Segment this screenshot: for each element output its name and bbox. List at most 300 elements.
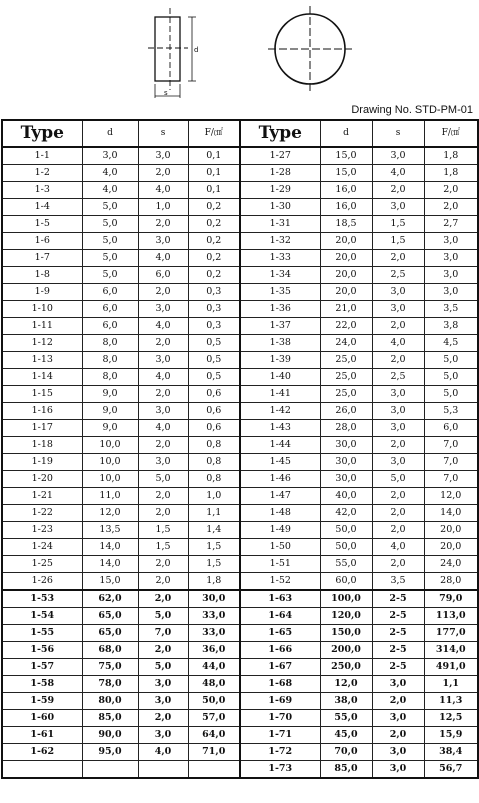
table-cell: 1-3 bbox=[2, 182, 82, 199]
table-cell: 3,5 bbox=[424, 301, 478, 318]
side-view-drawing bbox=[148, 8, 199, 98]
table-cell: 1-4 bbox=[2, 199, 82, 216]
table-cell: 0,1 bbox=[188, 165, 240, 182]
table-cell: 4,0 bbox=[138, 182, 188, 199]
table-cell: 3,0 bbox=[372, 199, 424, 216]
technical-drawings bbox=[0, 0, 479, 98]
table-cell: 1-24 bbox=[2, 539, 82, 556]
table-cell: 40,0 bbox=[320, 488, 372, 505]
table-cell: 2,5 bbox=[372, 267, 424, 284]
table-cell: 71,0 bbox=[188, 744, 240, 761]
table-cell: 50,0 bbox=[320, 539, 372, 556]
table-cell: 28,0 bbox=[424, 573, 478, 591]
table-cell: 1-64 bbox=[240, 608, 320, 625]
table-row bbox=[2, 267, 478, 284]
table-cell: 2,0 bbox=[138, 165, 188, 182]
table-cell: 1-56 bbox=[2, 642, 82, 659]
table-cell: 24,0 bbox=[424, 556, 478, 573]
table-cell: 3,0 bbox=[424, 250, 478, 267]
table-row bbox=[2, 710, 478, 727]
table-cell: 38,4 bbox=[424, 744, 478, 761]
header-f-right: F/㎠ bbox=[424, 120, 478, 147]
table-cell: 0,2 bbox=[188, 233, 240, 250]
table-cell: 1-65 bbox=[240, 625, 320, 642]
table-cell: 2,0 bbox=[372, 437, 424, 454]
table-cell: 3,0 bbox=[372, 710, 424, 727]
table-row bbox=[2, 659, 478, 676]
table-cell: 1-66 bbox=[240, 642, 320, 659]
table-cell: 5,0 bbox=[424, 352, 478, 369]
table-cell: 3,0 bbox=[372, 744, 424, 761]
table-cell: 20,0 bbox=[320, 284, 372, 301]
table-cell: 20,0 bbox=[424, 522, 478, 539]
table-cell: 1-20 bbox=[2, 471, 82, 488]
table-row bbox=[2, 335, 478, 352]
table-cell: 20,0 bbox=[320, 267, 372, 284]
table-row bbox=[2, 471, 478, 488]
table-cell: 62,0 bbox=[82, 590, 138, 608]
table-cell: 12,0 bbox=[82, 505, 138, 522]
table-row bbox=[2, 199, 478, 216]
table-cell: 1-19 bbox=[2, 454, 82, 471]
table-cell: 65,0 bbox=[82, 608, 138, 625]
table-row bbox=[2, 250, 478, 267]
table-cell: 4,0 bbox=[82, 182, 138, 199]
table-row bbox=[2, 233, 478, 250]
table-cell: 1,5 bbox=[372, 216, 424, 233]
table-cell: 3,0 bbox=[372, 147, 424, 165]
table-cell: 38,0 bbox=[320, 693, 372, 710]
table-cell: 1-57 bbox=[2, 659, 82, 676]
table-cell: 7,0 bbox=[424, 471, 478, 488]
table-cell: 2,0 bbox=[372, 352, 424, 369]
table-row bbox=[2, 693, 478, 710]
table-cell: 1-22 bbox=[2, 505, 82, 522]
table-cell: 3,0 bbox=[372, 676, 424, 693]
table-cell: 1-71 bbox=[240, 727, 320, 744]
table-cell: 4,0 bbox=[372, 539, 424, 556]
table-cell: 33,0 bbox=[188, 625, 240, 642]
table-cell: 12,0 bbox=[424, 488, 478, 505]
table-cell: 0,5 bbox=[188, 352, 240, 369]
table-cell: 6,0 bbox=[82, 284, 138, 301]
table-cell: 1-43 bbox=[240, 420, 320, 437]
table-cell: 1-69 bbox=[240, 693, 320, 710]
table-cell: 5,0 bbox=[424, 386, 478, 403]
table-cell: 2,0 bbox=[138, 710, 188, 727]
table-cell: 55,0 bbox=[320, 710, 372, 727]
table-cell: 2,0 bbox=[138, 590, 188, 608]
table-cell: 2,5 bbox=[372, 369, 424, 386]
table-row bbox=[2, 642, 478, 659]
table-cell: 4,0 bbox=[372, 165, 424, 182]
table-cell: 150,0 bbox=[320, 625, 372, 642]
table-row bbox=[2, 437, 478, 454]
table-cell bbox=[2, 761, 82, 779]
table-cell: 1-42 bbox=[240, 403, 320, 420]
table-cell: 200,0 bbox=[320, 642, 372, 659]
table-cell: 42,0 bbox=[320, 505, 372, 522]
table-cell: 11,3 bbox=[424, 693, 478, 710]
table-cell: 3,0 bbox=[138, 693, 188, 710]
table-cell: 2,0 bbox=[372, 693, 424, 710]
table-cell: 14,0 bbox=[424, 505, 478, 522]
table-cell: 1-51 bbox=[240, 556, 320, 573]
table-cell: 0,1 bbox=[188, 147, 240, 165]
table-cell: 1,5 bbox=[188, 539, 240, 556]
table-cell: 1-62 bbox=[2, 744, 82, 761]
table-cell: 1-27 bbox=[240, 147, 320, 165]
table-cell: 0,3 bbox=[188, 284, 240, 301]
table-cell: 2,0 bbox=[138, 386, 188, 403]
table-cell: 1-35 bbox=[240, 284, 320, 301]
table-cell: 1-37 bbox=[240, 318, 320, 335]
table-cell: 1,1 bbox=[188, 505, 240, 522]
table-cell: 3,0 bbox=[138, 727, 188, 744]
table-cell: 22,0 bbox=[320, 318, 372, 335]
table-cell: 1-25 bbox=[2, 556, 82, 573]
table-row bbox=[2, 744, 478, 761]
table-cell: 78,0 bbox=[82, 676, 138, 693]
table-cell: 3,0 bbox=[424, 267, 478, 284]
table-cell: 0,6 bbox=[188, 386, 240, 403]
table-cell: 3,0 bbox=[372, 761, 424, 779]
table-cell: 1-38 bbox=[240, 335, 320, 352]
table-cell: 28,0 bbox=[320, 420, 372, 437]
header-d-left: d bbox=[82, 120, 138, 147]
table-cell: 2,0 bbox=[138, 642, 188, 659]
table-cell: 177,0 bbox=[424, 625, 478, 642]
table-row bbox=[2, 301, 478, 318]
table-cell: 2,0 bbox=[372, 250, 424, 267]
table-cell: 1-9 bbox=[2, 284, 82, 301]
table-cell: 56,7 bbox=[424, 761, 478, 779]
table-cell: 5,0 bbox=[82, 199, 138, 216]
table-cell: 2,0 bbox=[372, 556, 424, 573]
table-cell: 2,0 bbox=[138, 284, 188, 301]
table-cell: 1-7 bbox=[2, 250, 82, 267]
table-cell: 1-67 bbox=[240, 659, 320, 676]
table-cell: 1-44 bbox=[240, 437, 320, 454]
table-cell: 0,2 bbox=[188, 199, 240, 216]
s-dimension-label: s bbox=[164, 89, 168, 97]
table-cell: 9,0 bbox=[82, 386, 138, 403]
table-row bbox=[2, 420, 478, 437]
table-cell: 57,0 bbox=[188, 710, 240, 727]
table-cell: 1-12 bbox=[2, 335, 82, 352]
table-cell: 5,3 bbox=[424, 403, 478, 420]
table-row bbox=[2, 147, 478, 165]
table-cell: 2-5 bbox=[372, 642, 424, 659]
table-row bbox=[2, 505, 478, 522]
table-row bbox=[2, 727, 478, 744]
table-cell: 5,0 bbox=[138, 608, 188, 625]
table-cell: 1-34 bbox=[240, 267, 320, 284]
table-cell: 44,0 bbox=[188, 659, 240, 676]
table-cell: 2,0 bbox=[138, 573, 188, 591]
table-cell: 90,0 bbox=[82, 727, 138, 744]
table-cell: 3,0 bbox=[138, 676, 188, 693]
table-cell: 6,0 bbox=[424, 420, 478, 437]
table-cell: 25,0 bbox=[320, 352, 372, 369]
table-cell: 1-14 bbox=[2, 369, 82, 386]
table-row bbox=[2, 590, 478, 608]
table-cell: 4,0 bbox=[138, 318, 188, 335]
table-cell: 0,8 bbox=[188, 454, 240, 471]
table-cell: 1-73 bbox=[240, 761, 320, 779]
table-cell: 8,0 bbox=[82, 335, 138, 352]
table-cell: 250,0 bbox=[320, 659, 372, 676]
table-cell: 36,0 bbox=[188, 642, 240, 659]
table-cell: 2-5 bbox=[372, 590, 424, 608]
table-cell: 3,0 bbox=[372, 301, 424, 318]
header-row bbox=[2, 120, 478, 147]
table-cell: 15,0 bbox=[320, 147, 372, 165]
table-cell: 1,8 bbox=[188, 573, 240, 591]
table-cell: 2,0 bbox=[138, 216, 188, 233]
table-cell: 13,5 bbox=[82, 522, 138, 539]
table-cell: 1,1 bbox=[424, 676, 478, 693]
table-row bbox=[2, 573, 478, 591]
table-cell: 1-59 bbox=[2, 693, 82, 710]
table-cell: 3,0 bbox=[372, 403, 424, 420]
table-cell: 3,0 bbox=[372, 284, 424, 301]
table-cell: 9,0 bbox=[82, 420, 138, 437]
table-cell: 68,0 bbox=[82, 642, 138, 659]
table-cell: 6,0 bbox=[138, 267, 188, 284]
table-cell: 2-5 bbox=[372, 608, 424, 625]
table-cell: 1-55 bbox=[2, 625, 82, 642]
table-cell: 1-46 bbox=[240, 471, 320, 488]
table-row bbox=[2, 488, 478, 505]
table-cell: 2,7 bbox=[424, 216, 478, 233]
table-cell: 4,0 bbox=[138, 744, 188, 761]
table-cell: 11,0 bbox=[82, 488, 138, 505]
table-cell: 33,0 bbox=[188, 608, 240, 625]
table-cell: 4,0 bbox=[372, 335, 424, 352]
table-cell: 1,0 bbox=[188, 488, 240, 505]
table-cell: 0,2 bbox=[188, 267, 240, 284]
table-cell: 65,0 bbox=[82, 625, 138, 642]
table-cell: 12,0 bbox=[320, 676, 372, 693]
table-row bbox=[2, 676, 478, 693]
table-cell: 20,0 bbox=[424, 539, 478, 556]
table-cell: 0,3 bbox=[188, 318, 240, 335]
table-cell: 15,0 bbox=[82, 573, 138, 591]
table-cell: 10,0 bbox=[82, 437, 138, 454]
table-cell: 95,0 bbox=[82, 744, 138, 761]
table-cell: 5,0 bbox=[424, 369, 478, 386]
table-cell: 30,0 bbox=[320, 454, 372, 471]
header-d-right: d bbox=[320, 120, 372, 147]
table-cell: 3,0 bbox=[138, 301, 188, 318]
table-cell: 48,0 bbox=[188, 676, 240, 693]
table-cell: 1-39 bbox=[240, 352, 320, 369]
table-cell: 10,0 bbox=[82, 454, 138, 471]
header-type-left: Type bbox=[2, 120, 82, 147]
table-cell: 79,0 bbox=[424, 590, 478, 608]
table-cell: 4,0 bbox=[138, 369, 188, 386]
table-cell: 16,0 bbox=[320, 182, 372, 199]
table-cell: 1-33 bbox=[240, 250, 320, 267]
table-cell: 0,2 bbox=[188, 250, 240, 267]
table-cell: 6,0 bbox=[82, 301, 138, 318]
table-cell: 3,0 bbox=[138, 147, 188, 165]
table-cell: 0,1 bbox=[188, 182, 240, 199]
table-cell: 4,0 bbox=[82, 165, 138, 182]
table-cell: 9,0 bbox=[82, 403, 138, 420]
header-type-right: Type bbox=[240, 120, 320, 147]
table-cell: 45,0 bbox=[320, 727, 372, 744]
table-cell: 2,0 bbox=[372, 488, 424, 505]
table-cell: 24,0 bbox=[320, 335, 372, 352]
table-row bbox=[2, 522, 478, 539]
table-cell: 2,0 bbox=[372, 182, 424, 199]
table-cell: 1-36 bbox=[240, 301, 320, 318]
table-cell: 1-48 bbox=[240, 505, 320, 522]
table-cell: 1-68 bbox=[240, 676, 320, 693]
table-cell: 0,3 bbox=[188, 301, 240, 318]
table-cell: 85,0 bbox=[320, 761, 372, 779]
table-cell: 6,0 bbox=[82, 318, 138, 335]
table-cell: 1-58 bbox=[2, 676, 82, 693]
table-cell: 1-31 bbox=[240, 216, 320, 233]
table-cell: 1-40 bbox=[240, 369, 320, 386]
table-cell: 1-47 bbox=[240, 488, 320, 505]
table-cell: 3,0 bbox=[424, 233, 478, 250]
table-cell: 10,0 bbox=[82, 471, 138, 488]
table-cell: 50,0 bbox=[320, 522, 372, 539]
table-cell: 1-11 bbox=[2, 318, 82, 335]
table-cell: 1-72 bbox=[240, 744, 320, 761]
table-cell: 1,5 bbox=[138, 522, 188, 539]
table-cell: 30,0 bbox=[188, 590, 240, 608]
table-row bbox=[2, 318, 478, 335]
table-cell: 8,0 bbox=[82, 369, 138, 386]
table-cell: 1-17 bbox=[2, 420, 82, 437]
table-cell: 1,8 bbox=[424, 147, 478, 165]
table-row bbox=[2, 182, 478, 199]
table-cell: 1-49 bbox=[240, 522, 320, 539]
table-cell: 2,0 bbox=[138, 556, 188, 573]
front-view-drawing bbox=[268, 6, 352, 92]
table-cell: 18,5 bbox=[320, 216, 372, 233]
table-cell: 2,0 bbox=[372, 727, 424, 744]
table-cell: 1-30 bbox=[240, 199, 320, 216]
table-cell: 1-50 bbox=[240, 539, 320, 556]
table-cell: 1-5 bbox=[2, 216, 82, 233]
table-cell: 5,0 bbox=[138, 659, 188, 676]
table-cell: 0,5 bbox=[188, 369, 240, 386]
table-cell: 1-15 bbox=[2, 386, 82, 403]
table-cell: 1-41 bbox=[240, 386, 320, 403]
table-cell: 60,0 bbox=[320, 573, 372, 591]
table-cell: 2-5 bbox=[372, 625, 424, 642]
table-cell: 1-21 bbox=[2, 488, 82, 505]
table-row bbox=[2, 761, 478, 779]
table-cell: 12,5 bbox=[424, 710, 478, 727]
table-cell: 21,0 bbox=[320, 301, 372, 318]
table-cell: 0,6 bbox=[188, 403, 240, 420]
table-row bbox=[2, 454, 478, 471]
table-cell: 0,2 bbox=[188, 216, 240, 233]
table-cell: 0,8 bbox=[188, 471, 240, 488]
table-cell bbox=[82, 761, 138, 779]
table-row bbox=[2, 386, 478, 403]
table-cell: 85,0 bbox=[82, 710, 138, 727]
table-cell bbox=[188, 761, 240, 779]
table-cell: 5,0 bbox=[138, 471, 188, 488]
table-cell: 1-10 bbox=[2, 301, 82, 318]
table-cell: 1,4 bbox=[188, 522, 240, 539]
table-cell: 1-52 bbox=[240, 573, 320, 591]
table-cell: 25,0 bbox=[320, 369, 372, 386]
table-cell: 4,0 bbox=[138, 420, 188, 437]
table-cell: 1-13 bbox=[2, 352, 82, 369]
table-cell: 1-45 bbox=[240, 454, 320, 471]
table-cell: 1,5 bbox=[372, 233, 424, 250]
table-cell: 1,5 bbox=[138, 539, 188, 556]
table-row bbox=[2, 369, 478, 386]
table-cell: 25,0 bbox=[320, 386, 372, 403]
table-cell: 2,0 bbox=[138, 335, 188, 352]
table-cell: 50,0 bbox=[188, 693, 240, 710]
table-cell: 1-18 bbox=[2, 437, 82, 454]
table-cell: 2,0 bbox=[424, 199, 478, 216]
table-cell: 2,0 bbox=[138, 488, 188, 505]
table-cell: 0,5 bbox=[188, 335, 240, 352]
table-cell: 75,0 bbox=[82, 659, 138, 676]
table-cell: 2-5 bbox=[372, 659, 424, 676]
table-cell: 26,0 bbox=[320, 403, 372, 420]
table-cell: 1-29 bbox=[240, 182, 320, 199]
table-cell: 3,0 bbox=[138, 233, 188, 250]
specification-table bbox=[1, 119, 479, 779]
table-cell: 2,0 bbox=[372, 505, 424, 522]
table-cell: 80,0 bbox=[82, 693, 138, 710]
table-cell: 5,0 bbox=[82, 216, 138, 233]
table-cell: 14,0 bbox=[82, 539, 138, 556]
table-cell: 1-16 bbox=[2, 403, 82, 420]
table-cell: 1-63 bbox=[240, 590, 320, 608]
table-cell: 1-26 bbox=[2, 573, 82, 591]
table-row bbox=[2, 539, 478, 556]
table-cell: 7,0 bbox=[424, 454, 478, 471]
table-cell: 1,5 bbox=[188, 556, 240, 573]
table-cell bbox=[138, 761, 188, 779]
header-s-left: s bbox=[138, 120, 188, 147]
table-cell: 64,0 bbox=[188, 727, 240, 744]
table-cell: 3,5 bbox=[372, 573, 424, 591]
drawing-number: Drawing No. STD-PM-01 bbox=[351, 104, 473, 116]
table-cell: 20,0 bbox=[320, 250, 372, 267]
table-cell: 1-2 bbox=[2, 165, 82, 182]
table-row bbox=[2, 284, 478, 301]
table-cell: 120,0 bbox=[320, 608, 372, 625]
table-cell: 70,0 bbox=[320, 744, 372, 761]
table-cell: 5,0 bbox=[372, 471, 424, 488]
table-cell: 4,5 bbox=[424, 335, 478, 352]
table-cell: 55,0 bbox=[320, 556, 372, 573]
table-cell: 7,0 bbox=[424, 437, 478, 454]
table-cell: 30,0 bbox=[320, 471, 372, 488]
table-cell: 100,0 bbox=[320, 590, 372, 608]
d-dimension-label: d bbox=[194, 46, 199, 54]
table-row bbox=[2, 608, 478, 625]
table-cell: 2,0 bbox=[372, 318, 424, 335]
table-cell: 2,0 bbox=[424, 182, 478, 199]
table-cell: 3,0 bbox=[82, 147, 138, 165]
